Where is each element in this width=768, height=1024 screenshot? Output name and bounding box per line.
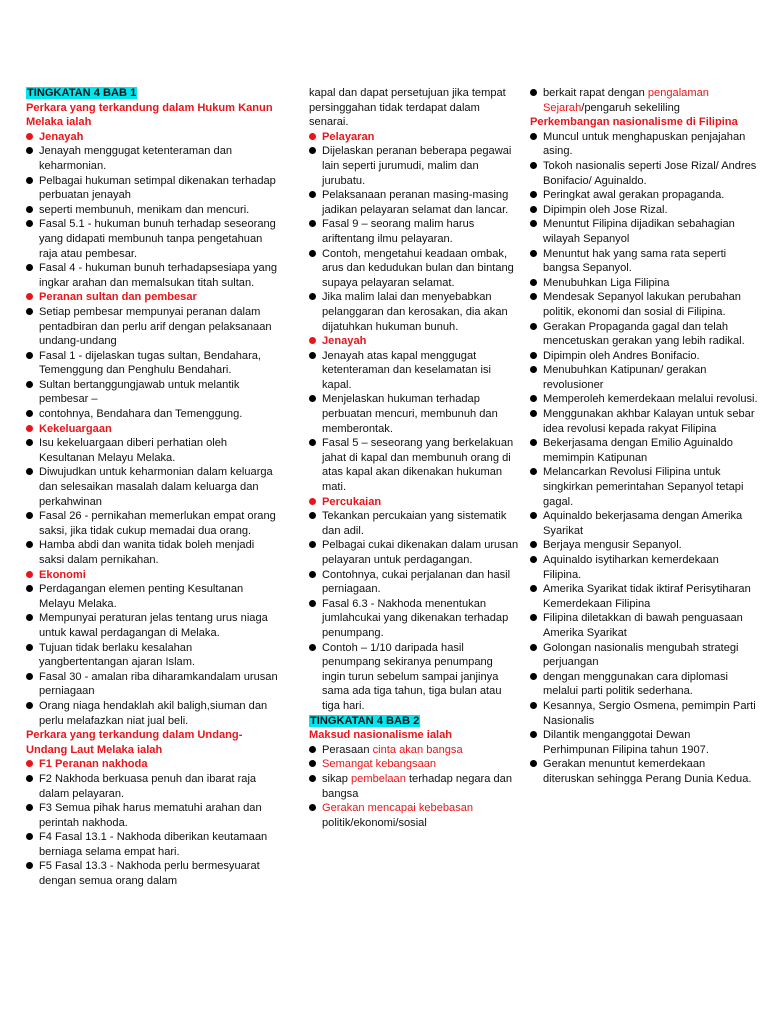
bullet-icon [530, 220, 537, 227]
list-item [26, 611, 278, 640]
list-item-text: Perdagangan elemen penting Kesultanan Melayu Melaka. [39, 583, 244, 610]
bullet-icon [530, 323, 537, 330]
list-item-text: Jika malim lalai dan menyebabkan pelanggaran dan kerosakan, dia akan dijatuhkan hukuman bunuh. [322, 291, 508, 333]
bullet-icon [530, 468, 537, 475]
list-item-text: Menubuhkan Katipunan/ gerakan revolusioner [543, 364, 707, 391]
list-item [26, 436, 278, 465]
bullet-icon [309, 746, 316, 753]
list-item [309, 757, 519, 772]
bullet-icon [530, 556, 537, 563]
bullet-icon [530, 191, 537, 198]
list-item [309, 641, 519, 714]
subtopic-item [309, 495, 519, 510]
list-item-text: Contohnya, cukai perjalanan dan hasil perniagaan. [322, 568, 511, 596]
list-item [309, 392, 519, 436]
bullet-icon [309, 147, 316, 154]
list-item-text: Dilantik menganggotai Dewan Perhimpunan Filipina tahun 1907. [543, 729, 709, 756]
list-item-text: Diwujudkan untuk keharmonian dalam keluarga dan selesaikan masalah dalam keluarga dan perkahwinan [39, 466, 273, 508]
section-heading [26, 86, 278, 101]
list-item-text: contohnya, Bendahara dan Temenggung. [39, 408, 243, 421]
list-item-text: Peringkat awal gerakan propaganda. [543, 189, 725, 202]
subtopic-label: Kekeluargaan [39, 422, 112, 435]
topic-heading: Perkembangan nasionalisme di Filipina [530, 116, 738, 129]
list-item [530, 86, 758, 115]
bullet-icon [26, 804, 33, 811]
list-item [26, 203, 278, 218]
list-item [530, 188, 758, 203]
subtopic-item [309, 334, 519, 349]
list-item [530, 436, 758, 465]
list-item-text: Muncul untuk menghapuskan penjajahan asing. [543, 130, 746, 158]
bullet-icon [530, 206, 537, 213]
list-item-text: Hamba abdi dan wanita tidak boleh menjadi saksi dalam pernikahan. [39, 539, 255, 566]
list-item [26, 378, 278, 407]
list-item [530, 363, 758, 392]
list-item [309, 597, 519, 641]
bullet-icon [26, 410, 33, 417]
bullet-icon [26, 220, 33, 227]
list-item [309, 772, 519, 801]
subtopic-label: Peranan sultan dan pembesar [39, 291, 197, 304]
list-item [26, 582, 278, 611]
column-2 [309, 86, 519, 830]
list-item [530, 728, 758, 757]
list-item-text: Mempunyai peraturan jelas tentang urus niaga untuk kawal perdagangan di Melaka. [39, 612, 268, 639]
bullet-icon [530, 673, 537, 680]
bullet-icon [26, 614, 33, 621]
bullet-icon [530, 585, 537, 592]
list-item-text: Amerika Syarikat tidak iktiraf Perisytiharan Kemerdekaan Filipina [543, 583, 751, 610]
list-item [26, 801, 278, 830]
list-item [26, 641, 278, 670]
bullet-icon [530, 439, 537, 446]
list-item [26, 261, 278, 290]
bullet-icon [26, 147, 33, 154]
bullet-icon [309, 804, 316, 811]
bullet-icon [530, 614, 537, 621]
list-item [309, 509, 519, 538]
list-item [26, 217, 278, 261]
list-item [530, 757, 758, 786]
list-item-text: F4 Fasal 13.1 - Nakhoda diberikan keutamaan berniaga selama empat hari. [39, 831, 268, 858]
subtopic-label: Percukaian [322, 495, 382, 508]
list-item [309, 188, 519, 217]
red-bullet-icon [309, 337, 316, 344]
list-item [530, 290, 758, 319]
list-item-text: Sultan bertanggungjawab untuk melantik pembesar – [39, 378, 240, 406]
list-item [530, 509, 758, 538]
list-item [530, 582, 758, 611]
list-item [309, 538, 519, 567]
list-item-text: Aquinaldo isytiharkan kemerdekaan Filipina. [543, 554, 719, 581]
list-item-text: Berjaya mengusir Sepanyol. [543, 539, 682, 552]
bullet-icon [309, 395, 316, 402]
bullet-icon [530, 541, 537, 548]
bullet-icon [26, 468, 33, 475]
subtopic-item [26, 757, 278, 772]
subtopic-label: Jenayah [39, 130, 84, 143]
subtopic-label: Pelayaran [322, 130, 375, 143]
list-item-text: Fasal 5 – seseorang yang berkelakuan jahat di kapal dan membunuh orang di atas kapal akan dikenakan hukuman mati. [322, 437, 514, 494]
bullet-icon [26, 644, 33, 651]
section-heading-text: TINGKATAN 4 BAB 2 [310, 714, 420, 727]
list-item-text: terhadap negara dan bangsa [322, 772, 512, 800]
list-item [530, 553, 758, 582]
bullet-icon [26, 585, 33, 592]
list-item [309, 144, 519, 188]
list-item [26, 349, 278, 378]
list-item-text: berkait rapat dengan [543, 87, 648, 99]
bullet-icon [530, 250, 537, 257]
bullet-icon [530, 366, 537, 373]
bullet-icon [530, 644, 537, 651]
bullet-icon [26, 264, 33, 271]
bullet-icon [530, 410, 537, 417]
subtopic-item [26, 290, 278, 305]
list-item-text: Jenayah atas kapal menggugat ketenteraman dan keselamatan isi kapal. [322, 349, 491, 391]
list-item-text: Dijelaskan peranan beberapa pegawai lain seperti jurumudi, malim dan jurubatu. [322, 145, 512, 187]
list-item-text: Kesannya, Sergio Osmena, pemimpin Parti Nasionalis [543, 699, 756, 727]
list-item [26, 699, 278, 728]
list-item [26, 174, 278, 203]
list-item-text: Aquinaldo bekerjasama dengan Amerika Syarikat [543, 510, 743, 537]
bullet-icon [309, 644, 316, 651]
list-item [309, 436, 519, 494]
list-item-text: Fasal 6.3 - Nakhoda menentukan jumlahcukai yang dikenakan terhadap penumpang. [322, 597, 509, 639]
bullet-icon [26, 512, 33, 519]
highlighted-keyword: pembelaan [350, 772, 406, 785]
list-item-text: Fasal 26 - pernikahan memerlukan empat orang saksi, jika tidak cukup memadai dua orang. [39, 510, 276, 537]
topic-heading: Perkara yang terkandung dalam Hukum Kanun Melaka ialah [26, 101, 273, 129]
subtopic-item [26, 130, 278, 145]
list-item [309, 247, 519, 291]
subtopic-item [26, 422, 278, 437]
list-item-text: Gerakan menuntut kemerdekaan diteruskan sehingga Perang Dunia Kedua. [543, 758, 752, 785]
bullet-icon [309, 541, 316, 548]
topic-heading: Maksud nasionalisme ialah [309, 729, 453, 742]
topic-heading: Perkara yang terkandung dalam Undang-Undang Laut Melaka ialah [26, 729, 243, 756]
list-item [530, 203, 758, 218]
list-item-text: Fasal 9 – seorang malim harus ariftentang ilmu pelayaran. [322, 218, 475, 245]
bullet-icon [309, 775, 316, 782]
list-item [309, 568, 519, 597]
red-bullet-icon [309, 498, 316, 505]
bullet-icon [309, 760, 316, 767]
list-item [26, 465, 278, 509]
bullet-icon [309, 600, 316, 607]
list-item [530, 159, 758, 188]
list-item-text: Fasal 5.1 - hukuman bunuh terhadap seseorang yang didapati membunuh tanpa pengetahuan raja atau pembesar. [39, 218, 276, 260]
bullet-icon [26, 308, 33, 315]
bullet-icon [26, 381, 33, 388]
list-item-text: Melancarkan Revolusi Filipina untuk singkirkan pemerintahan Sepanyol tetapi gagal. [543, 466, 744, 508]
list-item-text: Mendesak Sepanyol lakukan perubahan politik, ekonomi dan sosial di Filipina. [543, 291, 741, 318]
bullet-icon [530, 512, 537, 519]
list-item [309, 290, 519, 334]
list-item-text: Pelbagai hukuman setimpal dikenakan terhadap perbuatan jenayah [39, 174, 276, 202]
bullet-icon [309, 250, 316, 257]
highlighted-keyword: Semangat kebangsaan [322, 758, 437, 771]
list-item-text: politik/ekonomi/sosial [322, 816, 427, 829]
bullet-icon [309, 571, 316, 578]
continued-text: kapal dan dapat persetujuan jika tempat persinggahan tidak terdapat dalam senarai. [309, 87, 506, 129]
list-item [26, 144, 278, 173]
list-item [26, 670, 278, 699]
list-item [26, 509, 278, 538]
list-item-text: Pelbagai cukai dikenakan dalam urusan pelayaran untuk perdagangan. [322, 539, 519, 566]
list-item [530, 407, 758, 436]
list-item-text: Memperoleh kemerdekaan melalui revolusi. [543, 393, 758, 406]
column-3 [530, 86, 758, 787]
list-item [530, 670, 758, 699]
list-item [530, 699, 758, 728]
bullet-icon [309, 191, 316, 198]
list-item-text: Menggunakan akhbar Kalayan untuk sebar idea revolusi kepada rakyat Filipina [543, 408, 755, 435]
list-item [530, 217, 758, 246]
list-item-text: Dipimpin oleh Jose Rizal. [543, 203, 668, 216]
section-heading-text: TINGKATAN 4 BAB 1 [27, 87, 137, 99]
subtopic-item [26, 568, 278, 583]
list-item-text: Contoh, mengetahui keadaan ombak, arus dan kedudukan bulan dan bintang supaya pelayaran selamat. [322, 247, 514, 289]
list-item-text: Jenayah menggugat ketenteraman dan keharmonian. [39, 145, 233, 172]
subtopic-label: Jenayah [322, 335, 367, 348]
section-heading [309, 714, 519, 729]
list-item [26, 859, 278, 888]
list-item [530, 130, 758, 159]
bullet-icon [530, 89, 537, 96]
bullet-icon [530, 279, 537, 286]
bullet-icon [530, 293, 537, 300]
list-item-text: /pengaruh sekeliling [581, 101, 680, 114]
bullet-icon [530, 702, 537, 709]
bullet-icon [26, 673, 33, 680]
subtopic-item [309, 130, 519, 145]
list-item-text: Gerakan Propaganda gagal dan telah mencetuskan gerakan yang lebih radikal. [543, 320, 745, 348]
list-item [309, 217, 519, 246]
bullet-icon [26, 352, 33, 359]
bullet-icon [309, 220, 316, 227]
list-item [530, 276, 758, 291]
bullet-icon [26, 541, 33, 548]
list-item-text: Fasal 4 - hukuman bunuh terhadapsesiapa yang ingkar arahan dan memalsukan titah sultan. [39, 262, 278, 289]
list-item [530, 247, 758, 276]
list-item-text: Menuntut Filipina dijadikan sebahagian wilayah Sepanyol [543, 218, 735, 245]
list-item-text: sikap [322, 772, 351, 785]
list-item [309, 349, 519, 393]
list-item-text: Tokoh nasionalis seperti Jose Rizal/ Andres Bonifacio/ Aguinaldo. [543, 159, 757, 187]
bullet-icon [26, 206, 33, 213]
list-item [530, 392, 758, 407]
bullet-icon [26, 833, 33, 840]
bullet-icon [26, 702, 33, 709]
red-bullet-icon [26, 133, 33, 140]
list-item-text: Golongan nasionalis mengubah strategi perjuangan [543, 641, 739, 669]
list-item-text: Pelaksanaan peranan masing-masing jadikan pelayaran selamat dan lancar. [322, 189, 509, 216]
list-item [530, 641, 758, 670]
list-item-text: dengan menggunakan cara diplomasi melalui parti politik sederhana. [543, 670, 729, 698]
list-item-text: Setiap pembesar mempunyai peranan dalam pentadbiran dan perlu arif dengan pelaksanaan undang-undang [39, 305, 272, 348]
highlighted-keyword: pengalaman Sejarah [543, 87, 709, 114]
bullet-icon [530, 760, 537, 767]
list-item-text: Menjelaskan hukuman terhadap perbuatan mencuri, membunuh dan memberontak. [322, 393, 498, 435]
list-item [309, 801, 519, 830]
list-item [26, 772, 278, 801]
list-item [530, 349, 758, 364]
list-item-text: Perasaan [322, 743, 373, 756]
list-item-text: Tekankan percukaian yang sistematik dan adil. [322, 510, 507, 537]
bullet-icon [309, 512, 316, 519]
list-item-text: Menubuhkan Liga Filipina [543, 276, 670, 289]
list-item-text: Contoh – 1/10 daripada hasil penumpang sekiranya penumpang ingin turun sebelum sampai janjinya sama ada tiga tahun, tiga bulan atau tiga hari. [322, 641, 502, 712]
subtopic-label: F1 Peranan nakhoda [39, 758, 148, 771]
list-item [530, 611, 758, 640]
bullet-icon [26, 862, 33, 869]
bullet-icon [530, 162, 537, 169]
list-item [530, 320, 758, 349]
list-item [26, 830, 278, 859]
list-item-text: F3 Semua pihak harus mematuhi arahan dan perintah nakhoda. [39, 802, 262, 829]
bullet-icon [26, 439, 33, 446]
list-item [26, 305, 278, 349]
highlighted-keyword: cinta akan bangsa [372, 743, 463, 756]
column-1 [26, 86, 278, 889]
list-item-text: Bekerjasama dengan Emilio Aguinaldo memimpin Katipunan [543, 437, 733, 464]
list-item-text: Filipina diletakkan di bawah penguasaan Amerika Syarikat [543, 612, 743, 639]
list-item-text: F5 Fasal 13.3 - Nakhoda perlu bermesyuarat dengan semua orang dalam [39, 860, 260, 888]
list-item [530, 465, 758, 509]
bullet-icon [530, 352, 537, 359]
bullet-icon [26, 177, 33, 184]
bullet-icon [530, 395, 537, 402]
bullet-icon [309, 293, 316, 300]
list-item-text: Dipimpin oleh Andres Bonifacio. [543, 349, 700, 362]
red-bullet-icon [26, 571, 33, 578]
bullet-icon [309, 439, 316, 446]
list-item-text: Menuntut hak yang sama rata seperti bangsa Sepanyol. [543, 247, 727, 275]
list-item-text: seperti membunuh, menikam dan mencuri. [39, 203, 250, 216]
red-bullet-icon [26, 425, 33, 432]
list-item [530, 538, 758, 553]
bullet-icon [530, 731, 537, 738]
list-item-text: F2 Nakhoda berkuasa penuh dan ibarat raja dalam pelayaran. [39, 772, 257, 800]
bullet-icon [26, 775, 33, 782]
bullet-icon [309, 352, 316, 359]
red-bullet-icon [26, 293, 33, 300]
highlighted-keyword: Gerakan mencapai kebebasan [322, 802, 474, 815]
list-item [26, 407, 278, 422]
list-item [26, 538, 278, 567]
list-item-text: Isu kekeluargaan diberi perhatian oleh Kesultanan Melayu Melaka. [39, 437, 228, 464]
bullet-icon [530, 133, 537, 140]
list-item-text: Orang niaga hendaklah akil baligh,siuman dan perlu melafazkan niat jual beli. [39, 699, 268, 727]
red-bullet-icon [26, 760, 33, 767]
red-bullet-icon [309, 133, 316, 140]
list-item-text: Fasal 1 - dijelaskan tugas sultan, Bendahara, Temenggung dan Penghulu Bendahari. [39, 349, 262, 377]
list-item [309, 743, 519, 758]
list-item-text: Fasal 30 - amalan riba diharamkandalam urusan perniagaan [39, 670, 278, 698]
subtopic-label: Ekonomi [39, 568, 86, 581]
list-item-text: Tujuan tidak berlaku kesalahan yangbertentangan ajaran Islam. [39, 641, 196, 669]
